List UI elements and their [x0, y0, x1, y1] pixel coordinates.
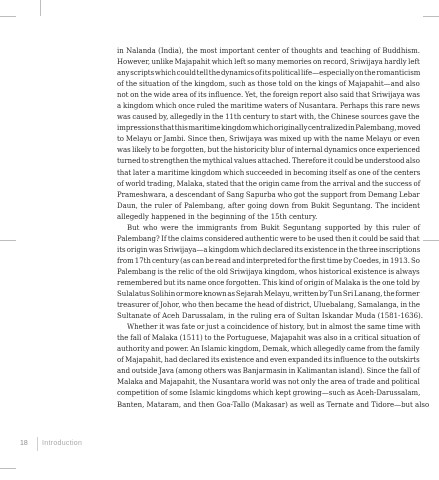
text-line: Palembang? If the claims considered authentic were to be used then it could be said that	[117, 234, 420, 243]
text-line: from 17th century (as can be read and interpreted for the first time by Coedes, in 1913. So	[117, 256, 420, 265]
text-line: treasurer of Johor, who then became the head of district, Uluebalang, Samalanga, in the	[117, 301, 421, 310]
text-line: Malaka and Majapahit, the Nusantara world was not only the area of trade and political	[117, 378, 420, 387]
text-line: But who were the immigrants from Bukit Seguntang supported by this ruler of	[127, 223, 421, 232]
crop-mark-bottom-left	[0, 468, 16, 469]
body-text	[117, 46, 430, 411]
paragraph-3	[117, 322, 430, 410]
text-line: competition of some Islamic kingdoms which kept growing—such as Aceh-Darussalam,	[117, 389, 421, 398]
running-head: Introduction	[42, 440, 83, 447]
text-line: Palembang is the relic of the old Sriwijaya kingdom, whos historical existence is always	[117, 267, 420, 276]
text-line: turned to strengthen the mythical values attached. Therefore it could be understood also	[117, 157, 420, 166]
crop-mark-top-right	[423, 16, 439, 17]
footer-divider	[37, 437, 38, 451]
text-line: Prameshwara, a descendant of Sang Sapurba who got the support from Demang Lebar	[117, 190, 420, 199]
text-line: authority and power. An Islamic kingdom, Demak, which allegedly came from the family	[117, 345, 420, 354]
text-line: its origin was Sriwijaya—a kingdom which declared its existence in the three inscriptions	[117, 245, 421, 254]
paragraph-2	[117, 223, 423, 322]
text-line: Daun, the ruler of Palembang, after going down from Bukit Seguntang. The incident	[117, 201, 420, 210]
text-line: impressions that this maritime kingdom which originally centralized in Palembang, moved	[117, 124, 421, 133]
text-line: Sultanate of Aceh Darussalam, in the ruling era of Sultan Iskandar Muda (1581-1636).	[117, 312, 423, 321]
text-line: was caused by, allegedly in the 11th century to start with, the Chinese sources gave the	[117, 113, 420, 122]
text-line: any scripts which could tell the dynamics of its political life—especially on the romanticism	[117, 69, 421, 78]
text-line: was likely to be forgotten, but the historicity blur of internal dynamics once experienced	[117, 146, 421, 155]
text-line: the fall of Malaka (1511) to the Portuguese, Majapahit was also in a critical situation of	[117, 334, 420, 343]
text-line: However, unlike Majapahit which left so many memories on record, Sriwijaya hardly left	[117, 58, 420, 67]
text-line: remembered but its name once forgotten. This kind of origin of Malaka is the one told by	[117, 278, 420, 287]
paragraph-1	[117, 46, 420, 223]
crop-mark-mid-right	[423, 240, 439, 241]
text-line: of Majapahit, had declared its existence and even expanded its influence to the outskirts	[117, 356, 420, 365]
text-line: a kingdom which once ruled the maritime waters of Nusantara. Perhaps this rare news	[117, 102, 420, 111]
text-line: to Melayu or Jambi. Since then, Sriwijaya was mixed up with the name Melayu or even	[117, 135, 420, 144]
text-line: and outside Java (among others was Banjarmasin in Kalimantan island). Since the fall of	[117, 367, 420, 376]
text-line: Banten, Mataram, and then Goa-Tallo (Makasar) as well as Ternate and Tidore—but also	[117, 400, 430, 409]
crop-mark-top-left	[0, 16, 16, 17]
crop-mark-mid-left	[0, 240, 16, 241]
text-line: not on the wide area of its influence. Yet, the foreign report also said that Sriwijaya was	[117, 91, 420, 100]
page-number: 18	[20, 440, 28, 447]
text-line: Whether it was fate or just a coincidence of history, but in almost the same time with	[127, 323, 421, 332]
text-line: of the situation of the kingdom, such as those told on the kings of Majapahit—and also	[117, 80, 420, 89]
text-line: allegedly happened in the beginning of the 15th century.	[117, 212, 318, 221]
text-line: that later a maritime kingdom which succeeded in becoming itself as one of the centers	[117, 168, 421, 177]
text-line: of world trading, Malaka, stated that the origin came from the arrival and the success of	[117, 179, 421, 188]
text-line: in Nalanda (India), the most important center of thoughts and teaching of Buddhism.	[117, 47, 420, 55]
crop-mark-top-left-v	[40, 0, 41, 16]
text-line: Sulalatus Solihin or more known as Sejarah Melayu, written by Tun Sri Lanang, the former	[117, 290, 420, 299]
